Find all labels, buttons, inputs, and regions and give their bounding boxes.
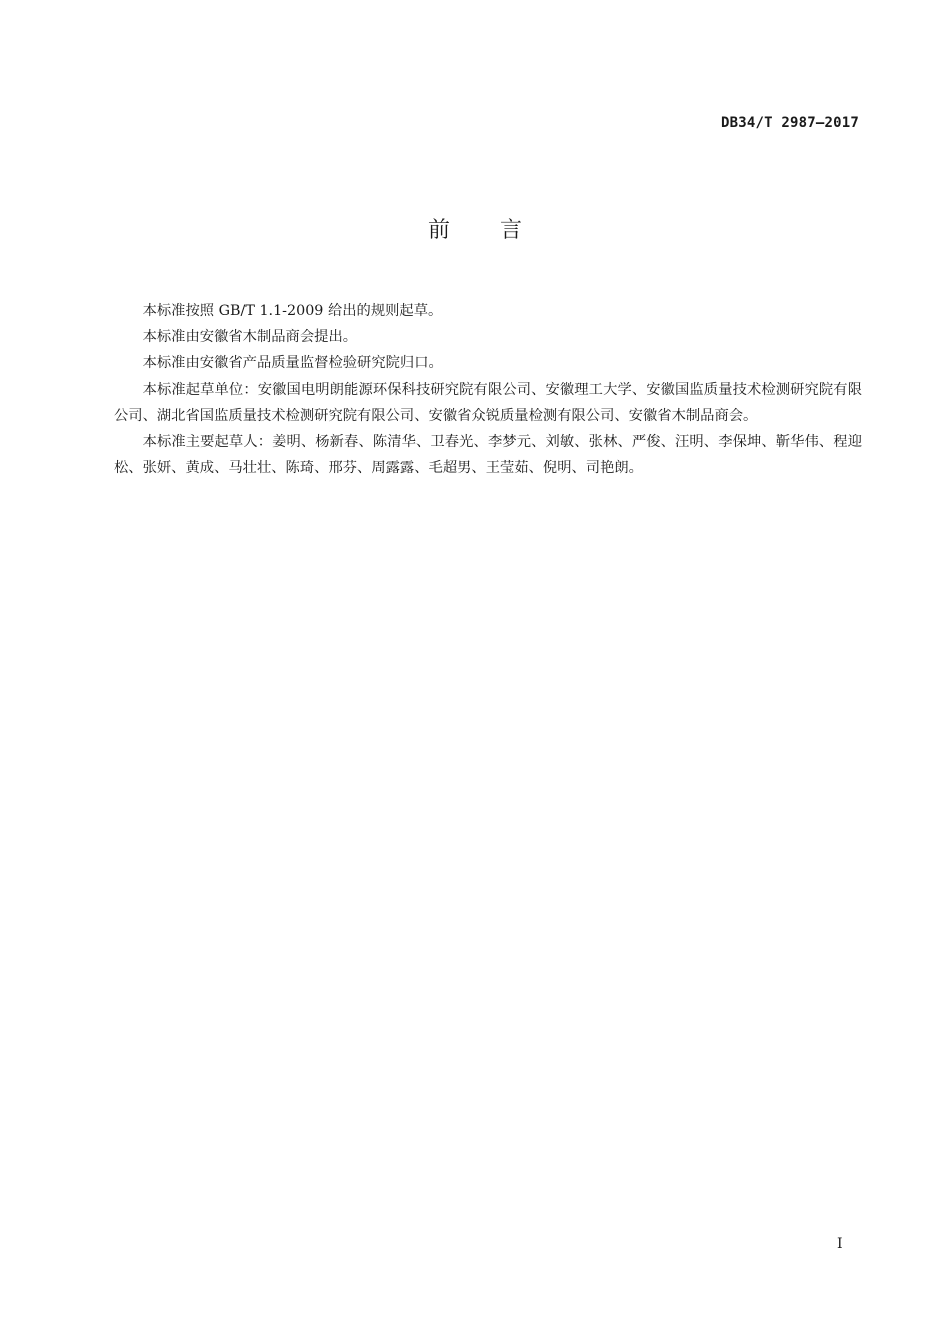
foreword-body — [114, 298, 862, 481]
paragraph-drafting-rules: 本标准按照 GB/T 1.1-2009 给出的规则起草。 — [142, 303, 443, 319]
standard-code: DB34/T 2987—2017 — [720, 115, 859, 131]
title-char-1: 前 — [427, 218, 450, 243]
paragraph-proposer: 本标准由安徽省木制品商会提出。 — [142, 329, 358, 346]
paragraph-drafters: 本标准主要起草人：姜明、杨新春、陈清华、卫春光、李梦元、刘敏、张林、严俊、汪明、李保坤、靳华伟、程迎松、张妍、黄成、马壮壮、陈琦、邢芬、周露露、毛超男、王莹茹、倪明、司艳朗。 — [114, 434, 862, 477]
paragraph-drafting-units: 本标准起草单位：安徽国电明朗能源环保科技研究院有限公司、安徽理工大学、安徽国监质量技术检测研究院有限公司、湖北省国监质量技术检测研究院有限公司、安徽省众锐质量检测有限公司、安徽省木制品商会。 — [114, 381, 862, 424]
page-title — [0, 213, 950, 244]
page-number: I — [837, 1236, 843, 1252]
title-char-2: 言 — [500, 218, 523, 243]
paragraph-centralized-unit: 本标准由安徽省产品质量监督检验研究院归口。 — [142, 355, 443, 372]
